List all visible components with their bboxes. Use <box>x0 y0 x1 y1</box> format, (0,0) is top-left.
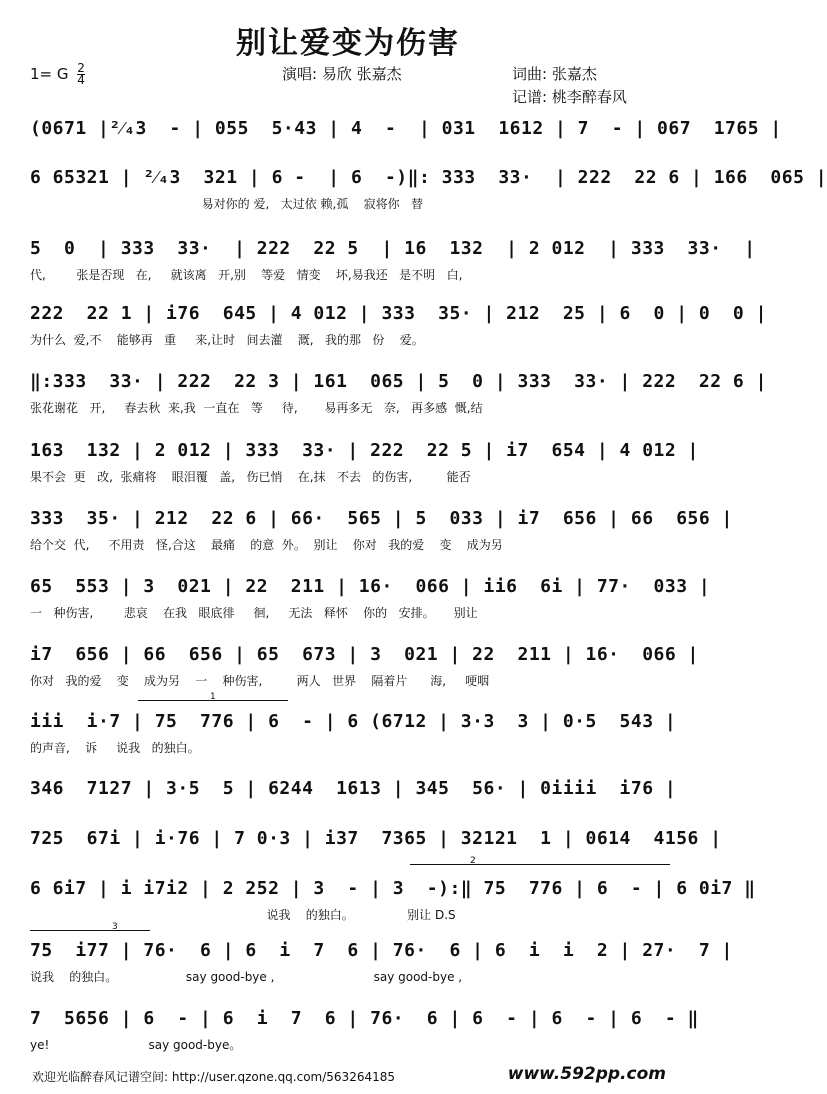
lyric-line: 果不会 更 改, 张痛将 眼泪覆 盖, 伤已悄 在,抹 不去 的伤害, 能否 <box>30 470 471 484</box>
notation-line: 725 67i | i·76 | 7 0·3 | i37 7365 | 32121 1 | 0614 4156 | <box>30 828 722 849</box>
notation-line: 65 553 | 3 021 | 22 211 | 16· 066 | ii6 6i | 77· 033 | <box>30 576 711 597</box>
time-signature-top: 2 <box>77 61 85 75</box>
site-watermark: www.592pp.com <box>507 1064 666 1084</box>
notation-line: 163 132 | 2 012 | 333 33· | 222 22 5 | i7 654 | 4 012 | <box>30 440 699 461</box>
lyric-line: 说我 的独白。 别让 D.S <box>30 908 456 922</box>
notation-line: 222 22 1 | i76 645 | 4 012 | 333 35· | 212 25 | 6 0 | 0 0 | <box>30 303 767 324</box>
notation-line: 333 35· | 212 22 6 | 66· 565 | 5 033 | i7 656 | 66 656 | <box>30 508 733 529</box>
key-label: 1= G <box>30 65 69 83</box>
song-title: 别让爱变为伤害 <box>236 26 460 61</box>
lyric-line: 易对你的 爱, 太过依 赖,孤 寂将你 替 <box>30 197 424 211</box>
lyric-line: 给个交 代, 不用责 怪,合这 最痛 的意 外。 别让 你对 我的爱 变 成为另 <box>30 538 503 552</box>
lyric-line: 的声音, 诉 说我 的独白。 <box>30 741 200 755</box>
notation-line: 346 7127 | 3·5 5 | 6244 1613 | 345 56· | 0iiii i76 | <box>30 778 677 799</box>
notation-line: 6 65321 | ²⁄₄3 321 | 6 - | 6 -)‖: 333 33· | 222 22 6 | 166 065 | <box>30 167 827 188</box>
triplet-bracket <box>30 930 150 931</box>
notation-line: iii i·7 | 75 776 | 6 - | 6 (6712 | 3·3 3 | 0·5 543 | <box>30 711 677 732</box>
time-signature <box>77 63 85 86</box>
notation-line: 6 6i7 | i i7i2 | 2 252 | 3 - | 3 -):‖ 75 776 | 6 - | 6 0i7 ‖ <box>30 878 756 899</box>
footer-text: 欢迎光临醉春风记谱空间: http://user.qzone.qq.com/563264185 <box>32 1070 396 1084</box>
notation-line: 75 i77 | 76· 6 | 6 i 7 6 | 76· 6 | 6 i i 2 | 27· 7 | <box>30 940 733 961</box>
volta-bracket-2 <box>410 864 670 865</box>
notation-line: (0671 |²⁄₄3 - | 055 5·43 | 4 - | 031 1612 | 7 - | 067 1765 | <box>30 118 782 139</box>
lyric-line: ye! say good-bye。 <box>30 1038 242 1052</box>
key-signature <box>30 63 85 86</box>
volta-number-2: 2 <box>470 856 476 866</box>
time-signature-bottom: 4 <box>77 73 85 87</box>
notation-line: i7 656 | 66 656 | 65 673 | 3 021 | 22 211 | 16· 066 | <box>30 644 699 665</box>
notation-line: 5 0 | 333 33· | 222 22 5 | 16 132 | 2 012 | 333 33· | <box>30 238 756 259</box>
triplet-number: 3 <box>112 922 118 932</box>
lyric-line: 代, 张是否现 在, 就该离 开,别 等爱 情变 坏,易我还 是不明 白, <box>30 268 463 282</box>
volta-number-1: 1 <box>210 692 216 702</box>
notation-line: ‖:333 33· | 222 22 3 | 161 065 | 5 0 | 333 33· | 222 22 6 | <box>30 371 767 392</box>
lyric-line: 说我 的独白。 say good-bye , say good-bye , <box>30 970 463 984</box>
lyricist-credit: 词曲: 张嘉杰 <box>512 65 597 83</box>
lyric-line: 你对 我的爱 变 成为另 一 种伤害, 两人 世界 隔着片 海, 哽咽 <box>30 674 490 688</box>
lyric-line: 为什么 爱,不 能够再 重 来,让时 间去灌 溉, 我的那 份 爱。 <box>30 333 424 347</box>
lyric-line: 张花谢花 开, 春去秋 来,我 一直在 等 待, 易再多无 奈, 再多感 慨,结 <box>30 401 483 415</box>
notation-line: 7 5656 | 6 - | 6 i 7 6 | 76· 6 | 6 - | 6 - | 6 - ‖ <box>30 1008 699 1029</box>
singer-credit: 演唱: 易欣 张嘉杰 <box>282 65 402 83</box>
lyric-line: 一 种伤害, 悲哀 在我 眼底徘 徊, 无法 释怀 你的 安排。 别让 <box>30 606 478 620</box>
transcriber-credit: 记谱: 桃李醉春风 <box>512 88 627 106</box>
